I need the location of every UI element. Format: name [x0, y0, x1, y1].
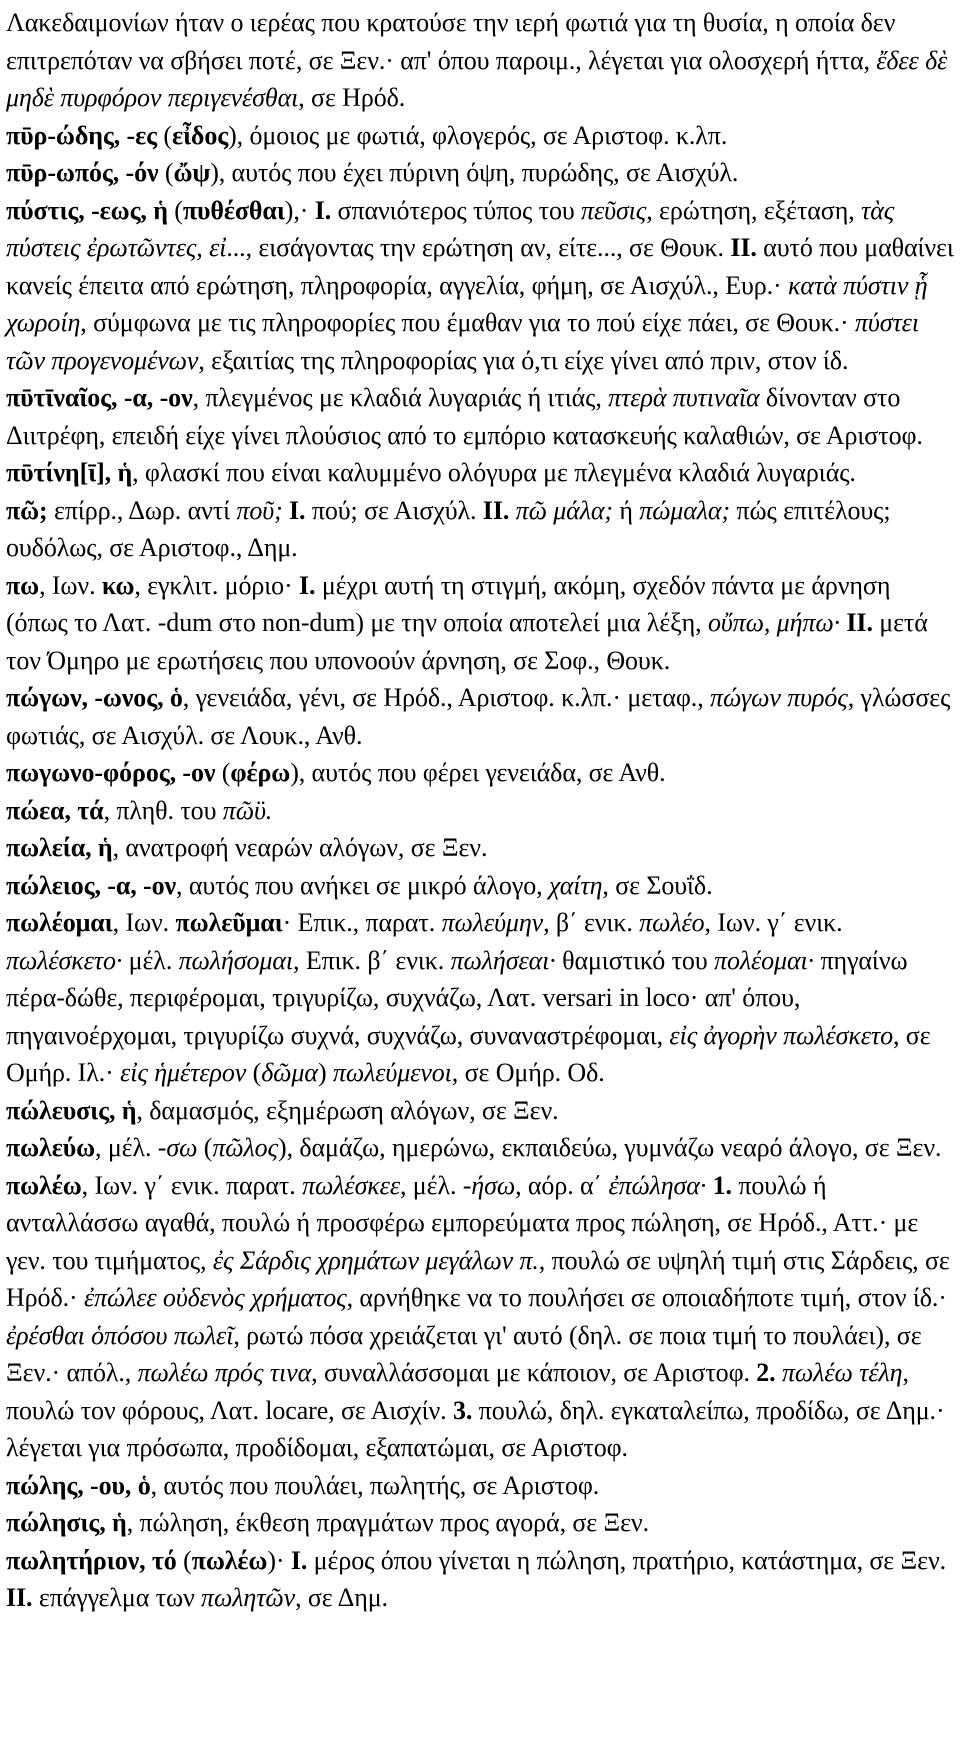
entry-text: )· — [267, 1545, 291, 1575]
entry-text: ( — [215, 758, 231, 787]
entry-headword: I. — [290, 1545, 308, 1575]
dictionary-entry — [6, 454, 954, 492]
entry-headword: πώλης, -ου, ὁ — [6, 1470, 151, 1500]
dictionary-entry — [6, 867, 954, 905]
entry-text: ), δαμάζω, ημερώνω, εκπαιδεύω, γυμνάζω νεαρό άλογο, σε Ξεν. — [278, 1133, 942, 1162]
entry-text: , ανατροφή νεαρών αλόγων, σε Ξεν. — [112, 833, 488, 862]
dictionary-entry — [6, 1467, 954, 1505]
entry-headword: πώγων, -ωνος, ὁ — [6, 683, 183, 712]
dictionary-entry — [6, 904, 954, 1092]
entry-text: , γλώσσες φωτιάς, σε Αισχύλ. σε Λουκ., Ανθ. — [6, 683, 951, 750]
entry-text: , εξαιτίας της πληροφορίας για ό,τι είχε γίνει από πριν, στον ίδ. — [198, 345, 849, 375]
entry-text: , εγκλιτ. μόριο· — [134, 570, 299, 600]
entry-text: ( — [158, 158, 174, 187]
entry-headword: πῡτῑναῖος, -α, -ον — [6, 383, 193, 412]
entry-quote: -ήσω — [462, 1170, 516, 1200]
entry-text: , μέλ. — [399, 1170, 463, 1200]
entry-headword: I. — [299, 570, 316, 600]
entry-quote: πεῦσις — [581, 195, 647, 225]
entry-headword: II. — [846, 608, 873, 637]
entry-text: ..., εισάγοντας την ερώτηση αν, είτε..., σε Θουκ. — [226, 233, 731, 262]
entry-text: , πώληση, έκθεση πραγμάτων προς αγορά, σε Ξεν. — [126, 1508, 649, 1537]
dictionary-entry — [6, 567, 954, 680]
entry-text: · Επικ., παρατ. — [282, 908, 442, 937]
entry-quote: πωλέσκετο· — [6, 945, 123, 975]
entry-headword: πύστις, -εως, ἡ — [6, 195, 168, 225]
entry-text: , γενειάδα, γένι, σε Ηρόδ., Αριστοφ. κ.λπ.· μεταφ., — [182, 683, 711, 712]
entry-text: , πουλώ σε υψηλή τιμή στις Σάρδεις, σε Ηρόδ.· — [6, 1245, 950, 1312]
entry-text: , σε Ηρόδ. — [298, 83, 406, 112]
entry-text: αυτό που μαθαίνει κανείς έπειτα από ερώτηση, πληροφορία, αγγελία, φήμη, σε Αισχύλ., Ευρ.· — [6, 233, 954, 300]
entry-headword: εἶδος — [171, 120, 229, 150]
dictionary-entry — [6, 679, 954, 754]
entry-text: δίνονταν στο Διιτρέφη, επειδή είχε γίνει πλούσιος από το εμπόριο κατασκευής καλαθιών, σε Αριστοφ. — [6, 383, 923, 450]
dictionary-entry — [6, 379, 954, 454]
entry-quote: πωλέω τέλη — [782, 1358, 903, 1387]
entry-text: ( — [197, 1133, 213, 1162]
entry-text: ),· — [284, 195, 315, 225]
entry-text: , Ιων. γ΄ ενικ. — [704, 908, 843, 937]
entry-headword: 3. — [452, 1395, 473, 1425]
entry-headword: πω — [6, 570, 40, 600]
dictionary-entry — [6, 1542, 954, 1617]
entry-text: ), αυτός που φέρει γενειάδα, σε Ανθ. — [290, 758, 666, 787]
entry-text: , σε Δημ. — [295, 1583, 388, 1612]
entry-quote: τὰς πύστεις ἐρωτῶντες, εἰ — [6, 195, 895, 262]
entry-text: ( — [246, 1058, 262, 1087]
entry-quote: ἔδεε δὲ μηδὲ πυρφόρον περιγενέσθαι — [6, 45, 948, 112]
entry-headword: II. — [6, 1583, 33, 1612]
dictionary-entry — [6, 754, 954, 792]
entry-quote: ἐπώλεε οὐδενὸς χρήματος — [83, 1283, 347, 1312]
entry-text: σπανιότερος τύπος του — [331, 195, 582, 225]
entry-text: , ερώτηση, εξέταση, — [646, 195, 862, 225]
entry-headword: πῡρ-ωπός, -όν — [6, 158, 159, 187]
entry-headword: 1. — [712, 1170, 732, 1200]
entry-text: πού; σε Αισχύλ. — [305, 495, 483, 525]
entry-quote: πωλεύμην — [441, 908, 544, 937]
entry-text: ), όμοιος με φωτιά, φλογερός, σε Αριστοφ. κ.λπ. — [228, 120, 728, 150]
entry-quote: -σω — [157, 1133, 198, 1162]
entry-headword: κω — [101, 570, 135, 600]
entry-headword: πωλεία, ἡ — [6, 833, 113, 862]
entry-headword: 2. — [756, 1358, 776, 1387]
entry-quote: εἰς ἀγορὴν πωλέσκετο — [669, 1020, 893, 1050]
entry-quote: πῶϋ. — [222, 795, 273, 825]
entry-headword: πώλειος, -α, -ον — [6, 870, 177, 900]
dictionary-entry — [6, 1092, 954, 1130]
entry-text: , σε Ομήρ. Ιλ.· — [6, 1020, 931, 1087]
entry-headword: πώλησις, ἡ — [6, 1508, 127, 1537]
entry-quote: ποῦ; — [236, 495, 283, 525]
entry-headword: πυθέσθαι — [182, 195, 285, 225]
dictionary-entry — [6, 492, 954, 567]
entry-quote: ἐρέσθαι ὁπόσου πωλεῖ — [6, 1320, 234, 1350]
entry-quote: πωλήσομαι — [178, 945, 294, 975]
entry-text: επίρρ., Δωρ. αντί — [47, 495, 237, 525]
entry-headword: πῡρ-ώδης, -ες — [6, 120, 157, 150]
entry-quote: εἰς ἡμέτερον — [120, 1058, 247, 1087]
entry-text: , φλασκί που είναι καλυμμένο ολόγυρα με πλεγμένα κλαδιά λυγαριάς. — [132, 458, 856, 487]
entry-text: , ρωτώ πόσα χρειάζεται γι' αυτό (δηλ. σε ποια τιμή το πουλάει), σε Ξεν.· απόλ., — [6, 1320, 922, 1387]
dictionary-entry — [6, 4, 954, 117]
entry-headword: πωλέω — [6, 1170, 82, 1200]
entry-headword: πώεα, τά — [6, 795, 104, 825]
entry-text: , Ιων. — [112, 908, 176, 937]
entry-quote: οὔπω, μήπω· — [707, 608, 840, 637]
entry-headword: ὤψ — [173, 158, 211, 187]
entry-headword: πωλέω — [191, 1545, 268, 1575]
entry-text: , β΄ ενικ. — [543, 908, 640, 937]
entry-headword: I. — [289, 495, 306, 525]
entry-text: , αυτός που πουλάει, πωλητής, σε Αριστοφ. — [150, 1470, 600, 1500]
entry-headword: φέρω — [230, 758, 291, 787]
entry-text: πηγαίνω πέρα-δώθε, περιφέρομαι, τριγυρίζω, συχνάζω, Λατ. versari in loco· απ' όπου, πηγαινοέρχομαι, τριγυρίζω συχνά, συχνάζω, συναναστρέφομαι, — [6, 945, 908, 1050]
entry-headword: πῡτίνη[ῑ], ἡ — [6, 458, 133, 487]
entry-quote: ἐπώλησα· — [608, 1170, 707, 1200]
entry-text: ( — [167, 195, 183, 225]
entry-text: , συναλλάσσομαι με κάποιον, σε Αριστοφ. — [311, 1358, 757, 1387]
entry-text: μετά τον Όμηρο με ερωτήσεις που υπονοούν άρνηση, σε Σοφ., Θουκ. — [6, 608, 928, 675]
dictionary-entry — [6, 1504, 954, 1542]
entry-quote: πωλέω πρός τινα — [137, 1358, 312, 1387]
dictionary-entry — [6, 192, 954, 380]
entry-quote: πώγων πυρός — [710, 683, 848, 712]
entry-text: πουλώ ή ανταλλάσσω αγαθά, πουλώ ή προσφέρω εμπορεύματα προς πώληση, σε Ηρόδ., Αττ.· με γεν. του τιμήματος, — [6, 1170, 919, 1275]
entry-text: , δαμασμός, εξημέρωση αλόγων, σε Ξεν. — [136, 1095, 559, 1125]
entry-text: ή — [613, 495, 640, 525]
entry-headword: πῶ; — [6, 495, 48, 525]
entry-headword: II. — [730, 233, 757, 262]
entry-text: θαμιστικό του — [555, 945, 715, 975]
entry-text: , σύμφωνα με τις πληροφορίες που έμαθαν για το πού είχε πάει, σε Θουκ.· — [80, 308, 855, 337]
dictionary-entry — [6, 1167, 954, 1467]
entry-text: , Ιων. γ΄ ενικ. παρατ. — [81, 1170, 303, 1200]
entry-quote: πῶλος — [212, 1133, 279, 1162]
entry-quote: πωλητῶν — [201, 1583, 296, 1612]
entry-quote: πωλεύμενοι — [332, 1058, 452, 1087]
dictionary-entry — [6, 1129, 954, 1167]
entry-quote: πωλήσεαι· — [450, 945, 556, 975]
dictionary-entry — [6, 154, 954, 192]
entry-headword: πωλέομαι — [6, 908, 113, 937]
entry-quote: πτερὰ πυτιναῖα — [608, 383, 760, 412]
entry-text: μέχρι αυτή τη στιγμή, ακόμη, σχεδόν πάντα με άρνηση (όπως το Λατ. -dum στο non-dum) με την οποία αποτελεί μια λέξη, — [6, 570, 891, 637]
entry-text: ), αυτός που έχει πύρινη όψη, πυρώδης, σε Αισχύλ. — [210, 158, 739, 187]
entry-headword: I. — [314, 195, 332, 225]
entry-text: , πλεγμένος με κλαδιά λυγαριάς ή ιτιάς, — [192, 383, 609, 412]
entry-text: , αυτός που ανήκει σε μικρό άλογο, — [176, 870, 549, 900]
entry-quote: πολέομαι· — [714, 945, 815, 975]
entry-text: επάγγελμα των — [32, 1583, 202, 1612]
entry-headword: πωγωνο-φόρος, -ον — [6, 758, 216, 787]
entry-text: ( — [156, 120, 172, 150]
entry-text: Λακεδαιμονίων ήταν ο ιερέας που κρατούσε την ιερή φωτιά για τη θυσία, η οποία δεν επιτρεπόταν να σβήσει ποτέ, σε Ξεν.· απ' όπου παροιμ., λέγεται για ολοσχερή ήττα, — [6, 8, 896, 75]
entry-quote: πώμαλα; — [639, 495, 731, 525]
entry-quote: κατὰ πύστιν ᾗ χωροίη — [6, 270, 928, 337]
entry-headword: πώλευσις, ἡ — [6, 1095, 137, 1125]
entry-text: , Ιων. — [39, 570, 102, 600]
entry-text: μέρος όπου γίνεται η πώληση, πρατήριο, κατάστημα, σε Ξεν. — [307, 1545, 947, 1575]
entry-headword: πωλεῦμαι — [175, 908, 283, 937]
entry-text: πώς επιτέλους; ουδόλως, σε Αριστοφ., Δημ. — [6, 495, 891, 562]
entry-text: , αρνήθηκε να το πουλήσει σε οποιαδήποτε τιμή, στον ίδ.· — [346, 1283, 947, 1312]
entry-text: , πληθ. του — [103, 795, 223, 825]
entry-headword: πωλεύω — [6, 1133, 96, 1162]
entry-text: ) — [317, 1058, 333, 1087]
entry-text: , αόρ. α΄ — [515, 1170, 609, 1200]
entry-quote: πῶ μάλα; — [515, 495, 613, 525]
entry-quote: χαίτη — [548, 870, 603, 900]
dictionary-entry — [6, 117, 954, 155]
entry-text: , μέλ. — [95, 1133, 158, 1162]
entry-quote: δῶμα — [261, 1058, 318, 1087]
dictionary-entry — [6, 792, 954, 830]
entry-text: μέλ. — [122, 945, 179, 975]
entry-quote: πύστει τῶν προγενομένων — [6, 308, 919, 375]
entry-text: ( — [176, 1545, 192, 1575]
entry-quote: πωλέο — [639, 908, 705, 937]
entry-quote: πωλέσκεε — [302, 1170, 400, 1200]
entry-text: πουλώ, δηλ. εγκαταλείπω, προδίδω, σε Δημ.· λέγεται για πρόσωπα, προδίδομαι, εξαπατώμαι, σε Αριστοφ. — [6, 1395, 945, 1462]
entry-text: , σε Ομήρ. Οδ. — [451, 1058, 605, 1087]
entry-text: , πουλώ τον φόρους, Λατ. locare, σε Αισχίν. — [6, 1358, 909, 1425]
entry-headword: πωλητήριον, τό — [6, 1545, 177, 1575]
entry-text: , Επικ. β΄ ενικ. — [293, 945, 451, 975]
entry-headword: II. — [482, 495, 510, 525]
dictionary-entry — [6, 829, 954, 867]
entry-quote: ἐς Σάρδις χρημάτων μεγάλων π. — [212, 1245, 539, 1275]
entry-text: , σε Σουΐδ. — [602, 870, 713, 900]
